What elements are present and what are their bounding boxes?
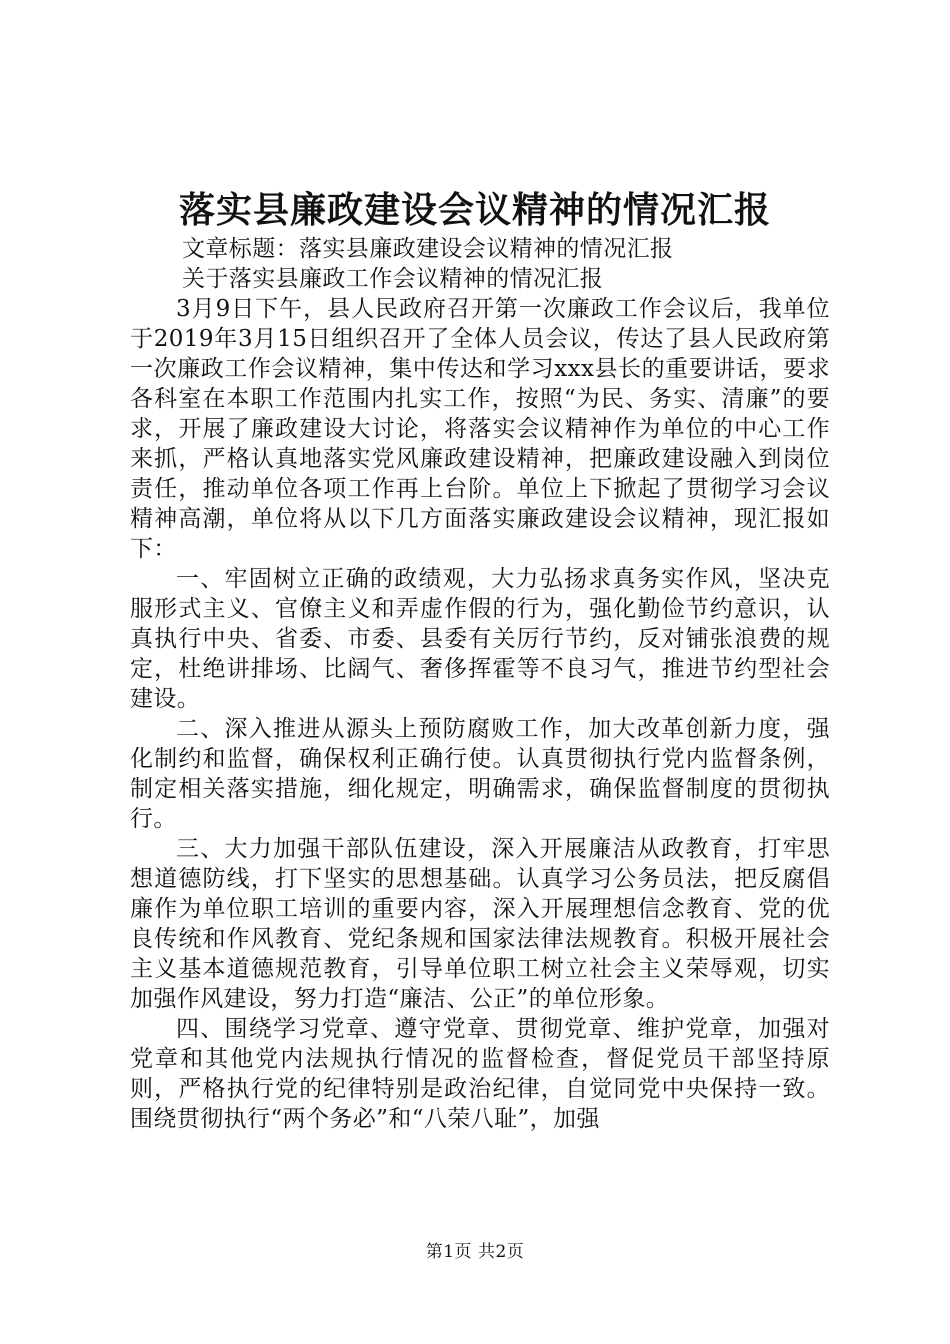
document-title: 落实县廉政建设会议精神的情况汇报 [178,189,771,231]
paragraph-section-4: 四、围绕学习党章、遵守党章、贯彻党章、维护党章，加强对党章和其他党内法规执行情况的监督检查，督促党员干部坚持原则，严格执行党的纪律特别是政治纪律，自觉同党中央保持一致。围绕贯彻执行“两个务必”和“八荣八耻”，加强 [130,1016,830,1132]
article-title-line: 文章标题：落实县廉政建设会议精神的情况汇报 [182,236,674,262]
paragraph-intro: 3月9日下午，县人民政府召开第一次廉政工作会议后，我单位于2019年3月15日组织召开了全体人员会议，传达了县人民政府第一次廉政工作会议精神，集中传达和学习xxx县长的重要讲话，要求各科室在本职工作范围内扎实工作，按照“为民、务实、清廉”的要求，开展了廉政建设大讨论，将落实会议精神作为单位的中心工作来抓，严格认真地落实党风廉政建设精神，把廉政建设融入到岗位责任，推动单位各项工作再上台阶。单位上下掀起了贯彻学习会议精神高潮，单位将从以下几方面落实廉政建设会议精神，现汇报如下： [130,296,830,562]
report-subtitle-line: 关于落实县廉政工作会议精神的情况汇报 [182,266,604,292]
paragraph-section-2: 二、深入推进从源头上预防腐败工作，加大改革创新力度，强化制约和监督，确保权利正确行使。认真贯彻执行党内监督条例，制定相关落实措施，细化规定，明确需求，确保监督制度的贯彻执行。 [130,716,830,832]
paragraph-section-1: 一、牢固树立正确的政绩观，大力弘扬求真务实作风，坚决克服形式主义、官僚主义和弄虚作假的行为，强化勤俭节约意识，认真执行中央、省委、市委、县委有关厉行节约，反对铺张浪费的规定，杜绝讲排场、比阔气、奢侈挥霍等不良习气，推进节约型社会建设。 [130,566,830,712]
page-number-footer: 第1页 共2页 [425,1242,525,1262]
document-body [130,234,830,1134]
paragraph-section-3: 三、大力加强干部队伍建设，深入开展廉洁从政教育，打牢思想道德防线，打下坚实的思想基础。认真学习公务员法，把反腐倡廉作为单位职工培训的重要内容，深入开展理想信念教育、党的优良传统和作风教育、党纪条规和国家法律法规教育。积极开展社会主义基本道德规范教育，引导单位职工树立社会主义荣辱观，切实加强作风建设，努力打造“廉洁、公正”的单位形象。 [130,836,830,1012]
